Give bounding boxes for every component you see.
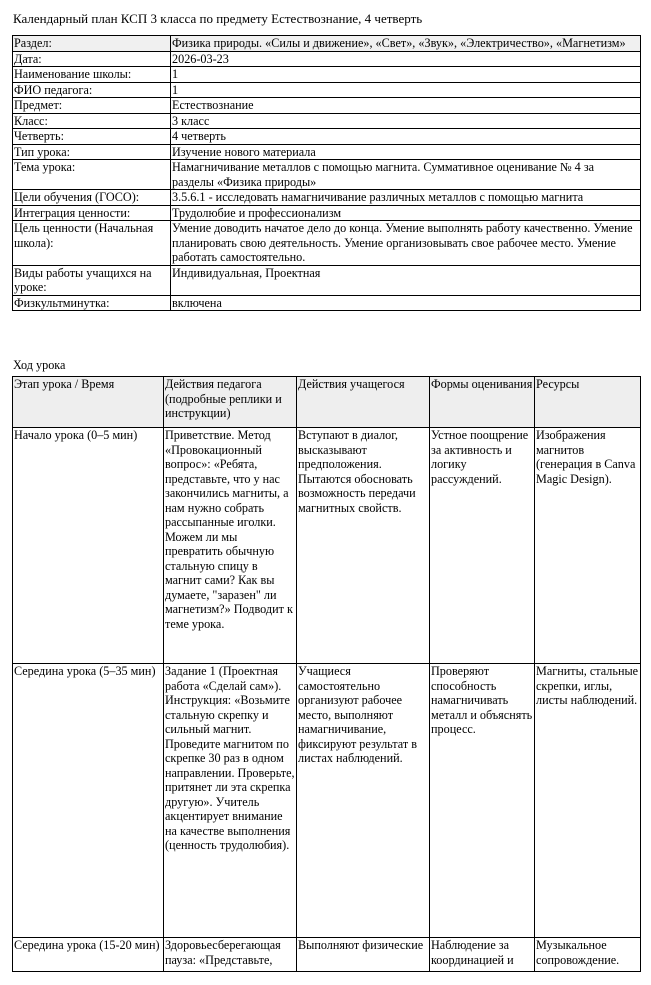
info-value: Физика природы. «Силы и движение», «Свет», «Звук», «Электричество», «Магнетизм» bbox=[171, 36, 641, 52]
info-value: 1 bbox=[171, 67, 641, 83]
info-row bbox=[13, 98, 641, 114]
info-row bbox=[13, 205, 641, 221]
teacher-cell: Задание 1 (Проектная работа «Сделай сам»). Инструкция: «Возьмите стальную скрепку и сильный магнит. Проведите магнитом по скрепке 30 раз в одном направлении. Проверьте, притянет ли эта скрепка другую». Учитель акцентирует внимание на качестве выполнения (ценность трудолюбия). bbox=[164, 664, 297, 938]
info-value: 3 класс bbox=[171, 113, 641, 129]
info-row bbox=[13, 67, 641, 83]
assessment-cell: Наблюдение за координацией и bbox=[430, 938, 535, 972]
table-header-row bbox=[13, 377, 641, 428]
teacher-cell: Приветствие. Метод «Провокационный вопрос»: «Ребята, представьте, что у нас закончились магниты, а нам нужно собрать рассыпанные иголки. Можем ли мы превратить обычную стальную спицу в магнит сами? Как вы думаете, "заразен" ли магнетизм?» Подводит к теме урока. bbox=[164, 428, 297, 664]
header-cell: Действия педагога (подробные реплики и инструкции) bbox=[164, 377, 297, 428]
info-row bbox=[13, 113, 641, 129]
info-key: Раздел: bbox=[13, 36, 171, 52]
info-value: Трудолюбие и профессионализм bbox=[171, 205, 641, 221]
table-row bbox=[13, 938, 641, 972]
info-row bbox=[13, 129, 641, 145]
info-key: Физкультминутка: bbox=[13, 295, 171, 311]
lesson-info-table bbox=[12, 35, 641, 311]
info-row bbox=[13, 190, 641, 206]
info-value: включена bbox=[171, 295, 641, 311]
info-value: 4 четверть bbox=[171, 129, 641, 145]
assessment-cell: Устное поощрение за активность и логику рассуждений. bbox=[430, 428, 535, 664]
info-key: Наименование школы: bbox=[13, 67, 171, 83]
stage-cell: Середина урока (5–35 мин) bbox=[13, 664, 164, 938]
section-label: Ход урока bbox=[13, 358, 66, 372]
info-value: Намагничивание металлов с помощью магнита. Суммативное оценивание № 4 за разделы «Физика природы» bbox=[171, 160, 641, 190]
header-cell: Ресурсы bbox=[535, 377, 641, 428]
resources-cell: Музыкальное сопровождение. bbox=[535, 938, 641, 972]
info-key: Четверть: bbox=[13, 129, 171, 145]
lesson-plan-table bbox=[12, 376, 641, 972]
info-row bbox=[13, 265, 641, 295]
info-value: 2026-03-23 bbox=[171, 51, 641, 67]
student-cell: Выполняют физические bbox=[297, 938, 430, 972]
info-row bbox=[13, 144, 641, 160]
stage-cell: Середина урока (15-20 мин) bbox=[13, 938, 164, 972]
header-cell: Формы оценивания bbox=[430, 377, 535, 428]
table-row bbox=[13, 664, 641, 938]
resources-cell: Изображения магнитов (генерация в Canva Magic Design). bbox=[535, 428, 641, 664]
header-cell: Этап урока / Время bbox=[13, 377, 164, 428]
info-key: Тип урока: bbox=[13, 144, 171, 160]
info-key: Виды работы учащихся на уроке: bbox=[13, 265, 171, 295]
header-cell: Действия учащегося bbox=[297, 377, 430, 428]
info-key: Цели обучения (ГОСО): bbox=[13, 190, 171, 206]
info-row bbox=[13, 160, 641, 190]
info-value: Изучение нового материала bbox=[171, 144, 641, 160]
stage-cell: Начало урока (0–5 мин) bbox=[13, 428, 164, 664]
info-key: Тема урока: bbox=[13, 160, 171, 190]
table-row bbox=[13, 428, 641, 664]
info-key: Предмет: bbox=[13, 98, 171, 114]
info-value: 3.5.6.1 - исследовать намагничивание различных металлов с помощью магнита bbox=[171, 190, 641, 206]
page-title: Календарный план КСП 3 класса по предмету Естествознание, 4 четверть bbox=[13, 11, 423, 26]
info-value: Индивидуальная, Проектная bbox=[171, 265, 641, 295]
info-key: Класс: bbox=[13, 113, 171, 129]
info-row bbox=[13, 36, 641, 52]
info-row bbox=[13, 82, 641, 98]
info-key: ФИО педагога: bbox=[13, 82, 171, 98]
info-value: Умение доводить начатое дело до конца. Умение выполнять работу качественно. Умение планировать свою деятельность. Умение организовывать свое рабочее место. Умение работать самостоятельно. bbox=[171, 221, 641, 266]
info-value: Естествознание bbox=[171, 98, 641, 114]
info-row bbox=[13, 295, 641, 311]
teacher-cell: Здоровьесберегающая пауза: «Представьте, bbox=[164, 938, 297, 972]
info-key: Дата: bbox=[13, 51, 171, 67]
student-cell: Учащиеся самостоятельно организуют рабочее место, выполняют намагничивание, фиксируют результат в листах наблюдений. bbox=[297, 664, 430, 938]
info-key: Цель ценности (Начальная школа): bbox=[13, 221, 171, 266]
info-value: 1 bbox=[171, 82, 641, 98]
info-row bbox=[13, 221, 641, 266]
info-key: Интеграция ценности: bbox=[13, 205, 171, 221]
resources-cell: Магниты, стальные скрепки, иглы, листы наблюдений. bbox=[535, 664, 641, 938]
student-cell: Вступают в диалог, высказывают предположения. Пытаются обосновать возможность передачи магнитных свойств. bbox=[297, 428, 430, 664]
info-row bbox=[13, 51, 641, 67]
assessment-cell: Проверяют способность намагничивать металл и объяснять процесс. bbox=[430, 664, 535, 938]
